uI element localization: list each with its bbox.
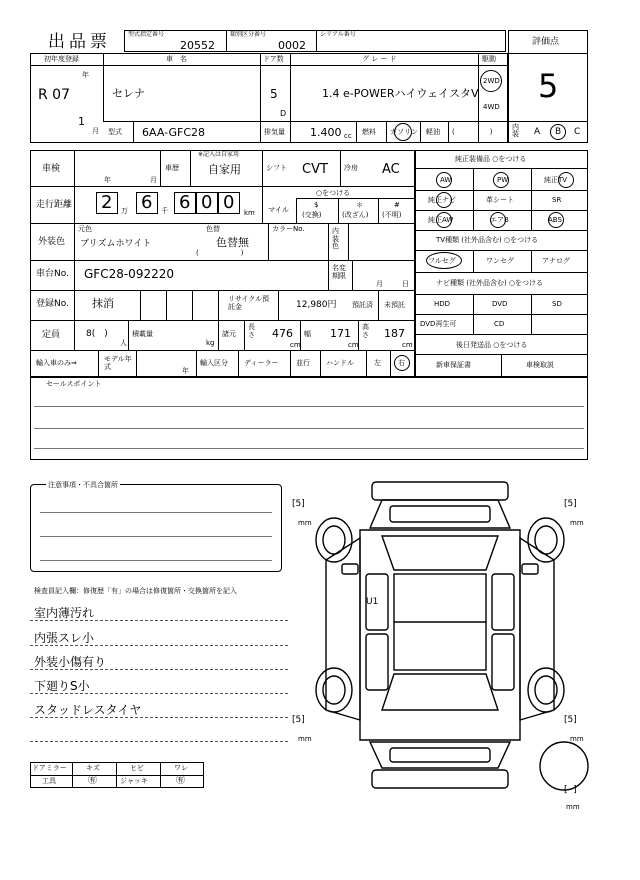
door-type: D [280,109,287,118]
first-reg-label: 初年度登録 [44,55,79,63]
note-line-3: 外装小傷有り [34,655,107,669]
fuel-gasoline-circle [394,123,412,141]
drive-2wd-circle [480,70,502,92]
model-no-label: 型式指定番号 [128,31,165,38]
note-line-5: スタッドレスタイヤ [34,703,142,717]
notes-title: 注意事項・不具合箇所 [48,481,118,489]
note-line-1: 室内薄汚れ [34,606,95,620]
capacity-label: 定員 [42,330,61,340]
height-value: 187 [384,327,405,340]
interior-grade-b: B [555,127,562,137]
rating-value: 5 [538,67,559,105]
mile-label: マイル [268,206,289,214]
grade-label: グ レ ー ド [362,55,397,63]
displacement-label: 排気量 [264,128,285,136]
inspection-month-label: 月 [150,176,157,184]
grade-value: 1.4 e-POWERハイウェイスタV [322,87,479,100]
model-no-value: 20552 [180,39,215,52]
sales-point-label: セールスポイント [46,380,102,388]
inspector-title: 検査員記入欄：修復歴「有」の場合は修復箇所・交換箇所を記入 [34,587,237,595]
inspection-label: 車検 [42,164,61,174]
spare-depth: [ ] [564,785,577,795]
handle-right-circle [394,355,410,371]
equip-abs-circle [548,212,564,228]
rating-label: 評価点 [532,37,560,47]
chassis-value: GFC28-092220 [84,267,174,281]
length-value: 476 [272,327,293,340]
registration-label: 登録No. [36,299,69,309]
drive-2wd: 2WD [483,77,500,85]
usage-value: 自家用 [208,163,241,176]
mileage-label: 走行距離 [36,200,73,210]
shift-label: シフト [266,164,287,172]
capacity-value: 8( ) [86,329,108,339]
equip-alloy-circle [436,212,452,228]
cooler-label: 冷房 [344,164,358,172]
serial-label: シリアル番号 [320,31,356,38]
fuel-gasoline: ガソリン [390,128,418,136]
displacement-value: 1.400 [310,126,342,139]
category-label: 類別区分番号 [230,31,267,38]
mileage-mark-note: ○をつける [316,189,351,197]
registration-value: 抹消 [92,297,114,310]
fuel-diesel: 軽油 [426,128,440,136]
doors-value: 5 [270,87,278,101]
form-title: 出品票 [48,32,111,52]
tire-rr-depth: [5] [564,715,577,725]
tv-fullseg-circle [426,252,462,269]
equip-pw-circle [493,172,509,188]
damage-mark: U1 [366,597,379,607]
car-name-label: 車 名 [166,55,187,63]
month-label: 月 [92,127,99,135]
equip-aw-circle [436,172,452,188]
inspection-year-label: 年 [104,176,111,184]
usage-label: 車歴 [165,164,179,172]
original-color-value: ブリズムホワイト [80,239,152,249]
exterior-color-label: 外装色 [38,237,66,247]
fuel-label: 燃料 [362,128,376,136]
model-label: 型式 [108,128,122,136]
notes-box [30,481,282,572]
equip-navi-circle [436,192,452,208]
tire-fl-depth: [5] [292,499,305,509]
interior-grade-a: A [534,127,541,137]
equip-tv-circle [558,172,574,188]
note-line-4: 下廻りS小 [34,679,90,693]
car-diagram [286,470,606,810]
equip-airbag-circle [490,212,506,228]
tire-rl-depth: [5] [292,715,305,725]
month-value: 1 [78,115,85,128]
interior-label: 内装 [512,123,519,138]
drive-4wd: 4WD [483,103,500,111]
interior-grade-c: C [574,127,581,137]
usage-note: ※記入は自家用 [198,151,240,158]
fuel-other: ( ) [452,128,493,136]
category-value: 0002 [278,39,306,52]
doors-label: ドア数 [263,55,284,63]
year-label: 年 [82,71,89,79]
recycle-value: 12,980円 [296,300,337,310]
cooler-value: AC [382,162,400,177]
shift-value: CVT [302,162,328,177]
width-value: 171 [330,327,351,340]
cc-label: cc [344,132,352,140]
era-value: R 07 [38,87,70,103]
repaint-value: 色替無 [216,236,249,249]
tire-fr-depth: [5] [564,499,577,509]
drive-label: 駆動 [482,55,496,63]
chassis-label: 車台No. [36,269,69,279]
note-line-2: 内張スレ小 [34,631,95,645]
model-value: 6AA-GFC28 [142,126,206,139]
equipment-title: 純正装備品 ○をつける [455,155,527,163]
car-name-value: セレナ [112,87,145,100]
interior-b-circle [550,124,566,140]
